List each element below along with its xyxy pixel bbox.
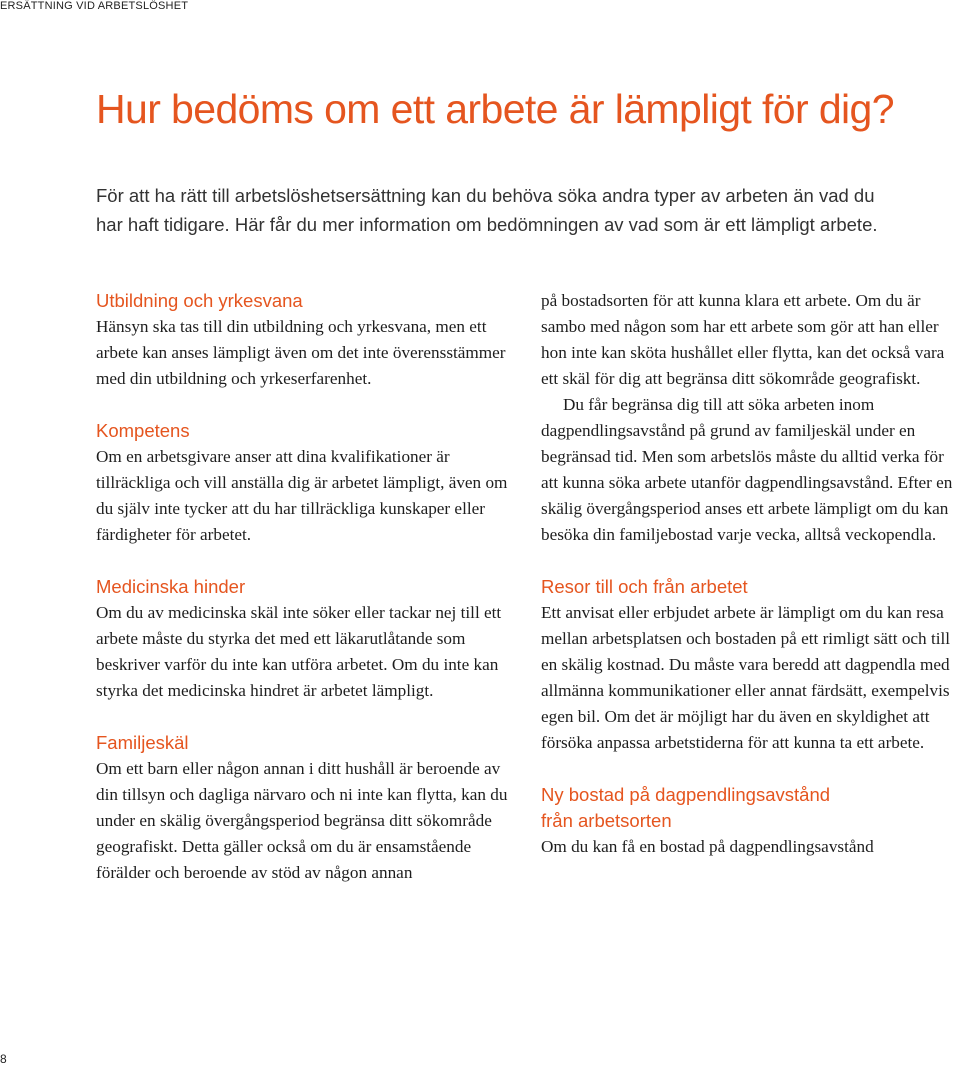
- section-body: Hänsyn ska tas till din utbildning och yrkesvana, men ett arbete kan anses lämpligt även om det inte överensstämmer med din utbildning och yrkeserfarenhet.: [96, 317, 506, 388]
- section-body: Om du kan få en bostad på dagpendlingsavstånd: [541, 837, 874, 856]
- right-column: [541, 288, 960, 860]
- section-heading: Kompetens: [96, 420, 190, 441]
- section-body: Ett anvisat eller erbjudet arbete är lämpligt om du kan resa mellan arbetsplatsen och bostaden på ett rimligt sätt och till en skälig kostnad. Du måste vara beredd att dagpendla med allmänna kommunikationer eller annat färdsätt, exempelvis egen bil. Om det är möjligt har du även en skyldighet att försöka anpassa arbetstiderna för att kunna ta ett arbete.: [541, 603, 951, 752]
- running-header: ERSÄTTNING VID ARBETSLÖSHET: [0, 0, 189, 12]
- section-heading: Familjeskäl: [96, 732, 189, 753]
- section-body: Om ett barn eller någon annan i ditt hushåll är beroende av din tillsyn och dagliga närvaro och ni inte kan flytta, kan du under en skälig övergångsperiod begränsa ditt sökområde geografiskt. Detta gäller också om du är ensamstående förälder och beroende av stöd av någon annan: [96, 759, 508, 882]
- section-heading: Utbildning och yrkesvana: [96, 290, 303, 311]
- section-utbildning: [96, 288, 516, 392]
- left-column: [96, 288, 516, 886]
- section-body-continuation: på bostadsorten för att kunna klara ett arbete. Om du är sambo med någon som har ett arbete som gör att han eller hon inte kan sköta hushållet eller flytta, kan det också vara ett skäl för dig att begränsa ditt sökområde geografiskt.: [541, 291, 945, 388]
- section-body: Om du av medicinska skäl inte söker eller tackar nej till ett arbete måste du styrka det med ett läkarutlåtande som beskriver varför du inte kan utföra arbetet. Om du inte kan styrka det medicinska hindret är arbetet lämpligt.: [96, 603, 502, 700]
- section-body: Om en arbetsgivare anser att dina kvalifikationer är tillräckliga och vill anställa dig är arbetet lämpligt, även om du själv inte tycker att du har tillräckliga kunskaper eller färdigheter för arbetet.: [96, 447, 508, 544]
- intro-paragraph: För att ha rätt till arbetslöshetsersättning kan du behöva söka andra typer av arbeten än vad du har haft tidigare. Här får du mer information om bedömningen av vad som är ett lämpligt arbete.: [96, 185, 878, 235]
- section-medicinska-hinder: [96, 574, 516, 704]
- section-familjeskal-continued: [541, 288, 960, 548]
- page-title: Hur bedöms om ett arbete är lämpligt för dig?: [96, 86, 894, 132]
- section-body-paragraph: Du får begränsa dig till att söka arbeten inom dagpendlingsavstånd på grund av familjeskäl under en begränsad tid. Men som arbetslös måste du alltid verka för att kunna söka arbete utanför dagpendlingsavstånd. Efter en skälig övergångsperiod anses ett arbete lämpligt om du kan besöka din familjebostad varje vecka, alltså veckopendla.: [541, 395, 953, 544]
- section-heading-line1: Ny bostad på dagpendlingsavstånd: [541, 784, 831, 805]
- section-ny-bostad: [541, 782, 960, 860]
- section-heading: Medicinska hinder: [96, 576, 246, 597]
- section-resor: [541, 574, 960, 756]
- section-heading-line2: från arbetsorten: [541, 810, 672, 831]
- section-heading: Resor till och från arbetet: [541, 576, 748, 597]
- section-kompetens: [96, 418, 516, 548]
- section-familjeskal: [96, 730, 516, 886]
- page-number: 8: [0, 1052, 7, 1066]
